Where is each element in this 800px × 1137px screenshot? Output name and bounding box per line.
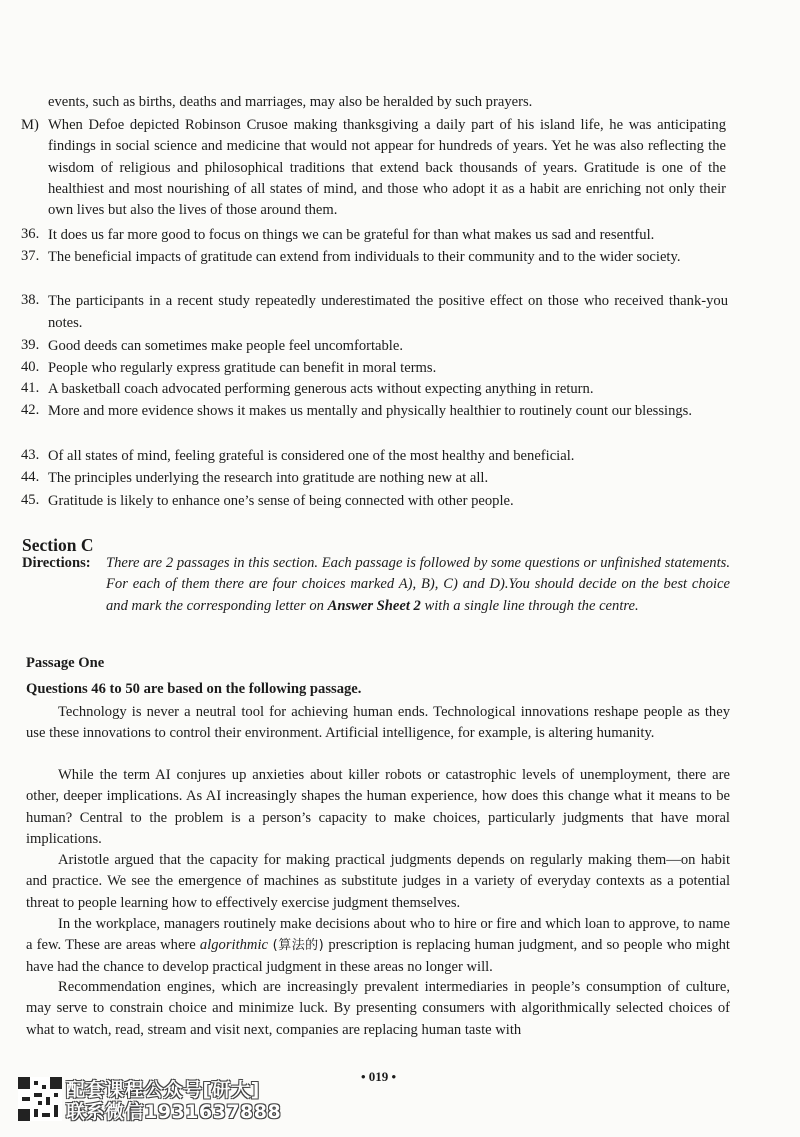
term-algorithmic: algorithmic bbox=[199, 937, 269, 954]
statement-number: 42. bbox=[21, 402, 40, 418]
statement-number: 39. bbox=[21, 337, 40, 353]
paragraph-m: When Defoe depicted Robinson Crusoe making thanksgiving a daily part of his island life, he was anticipating findings in social science and medicine that would not appear for hundreds of years. Yet he was also reflecting the wisdom of religious and philosophical traditions that extend back thousands of years. Gratitude is one of the healthiest and most nourishing of all states of mind, and those who adopt it as a habit are enriching not only their own lives but also the lives of those around them. bbox=[48, 117, 726, 219]
directions-text bbox=[106, 553, 730, 617]
statement-text: Of all states of mind, feeling grateful is considered one of the most healthy and beneficial. bbox=[48, 448, 575, 464]
statement-number: 43. bbox=[21, 447, 40, 463]
page-number: • 019 • bbox=[361, 1069, 397, 1084]
statement-text: Good deeds can sometimes make people feel uncomfortable. bbox=[48, 338, 403, 354]
directions-text-part1: There are 2 passages in this section. Each passage is followed by some questions or unfinished statements. For each of them there are four choices marked A), B), C) and D).You should decide on the best choice and mark the corresponding letter on bbox=[106, 555, 730, 614]
watermark bbox=[18, 1077, 318, 1127]
qr-code-icon bbox=[18, 1077, 62, 1121]
passage-paragraph-3: Aristotle argued that the capacity for making practical judgments depends on regularly making them—on habit and practice. We see the emergence of machines as substitute judges in a variety of everyday contexts as a potential threat to people learning how to effectively exercise judgment themselves. bbox=[26, 852, 730, 911]
passage-paragraph-2: While the term AI conjures up anxieties about killer robots or catastrophic levels of unemployment, there are other, deeper implications. As AI increasingly shapes the human experience, how does this change what it means to be human? Central to the problem is a person’s capacity to make choices, particularly judgments that have moral implications. bbox=[26, 767, 730, 847]
chinese-gloss: (算法的) bbox=[268, 938, 329, 954]
statement-number: 44. bbox=[21, 469, 40, 485]
statement-text: The beneficial impacts of gratitude can extend from individuals to their community and to the wider society. bbox=[48, 249, 681, 265]
statement-number: 40. bbox=[21, 359, 40, 375]
answer-sheet-emphasis: Answer Sheet 2 bbox=[327, 597, 421, 614]
statement-number: 45. bbox=[21, 492, 40, 508]
statement-text: A basketball coach advocated performing generous acts without expecting anything in return. bbox=[48, 381, 594, 397]
statement-text: More and more evidence shows it makes us mentally and physically healthier to routinely count our blessings. bbox=[48, 403, 693, 419]
statement-text: People who regularly express gratitude can benefit in moral terms. bbox=[48, 360, 437, 376]
statement-text: It does us far more good to focus on things we can be grateful for than what makes us sad and resentful. bbox=[48, 227, 655, 243]
watermark-line-2: 联系微信1931637888 bbox=[66, 1101, 282, 1123]
paragraph-continuation: events, such as births, deaths and marriages, may also be heralded by such prayers. bbox=[48, 94, 533, 110]
statement-number: 41. bbox=[21, 380, 40, 396]
directions-text-part2: with a single line through the centre. bbox=[420, 597, 639, 614]
paragraph-4-part-a: In the workplace, managers routinely make decisions about who to hire or fire and which loan to approve, to name a few. These are areas where bbox=[26, 916, 730, 954]
passage-heading: Passage One bbox=[26, 655, 105, 671]
statement-number: 38. bbox=[21, 292, 40, 308]
directions-label: Directions: bbox=[22, 555, 91, 571]
paragraph-4-part-b: prescription is replacing human judgment, and so people who might have had the chance to develop practical judgment in these areas no longer will. bbox=[26, 937, 730, 975]
passage-paragraph-1: Technology is never a neutral tool for achieving human ends. Technological innovations reshape people as they use these innovations to control their environment. Artificial intelligence, for example, is altering humanity. bbox=[26, 704, 730, 742]
statement-text: The principles underlying the research into gratitude are nothing new at all. bbox=[48, 470, 489, 486]
statement-text: Gratitude is likely to enhance one’s sense of being connected with other people. bbox=[48, 493, 514, 509]
paragraph-label-m: M) bbox=[21, 117, 39, 133]
passage-paragraph-5: Recommendation engines, which are increasingly prevalent intermediaries in people’s consumption of culture, may serve to constrain choice and minimize luck. By presenting consumers with algorithmically selected choices of what to watch, read, stream and visit next, companies are replacing human taste with bbox=[26, 979, 730, 1038]
watermark-line-1: 配套课程公众号[研大] bbox=[66, 1079, 260, 1101]
passage-paragraph-4 bbox=[26, 914, 730, 978]
statement-text: The participants in a recent study repeatedly underestimated the positive effect on those who received thank-you notes. bbox=[48, 293, 728, 331]
questions-heading: Questions 46 to 50 are based on the following passage. bbox=[26, 681, 362, 697]
section-title: Section C bbox=[22, 535, 94, 555]
statement-number: 37. bbox=[21, 248, 40, 264]
statement-number: 36. bbox=[21, 226, 40, 242]
